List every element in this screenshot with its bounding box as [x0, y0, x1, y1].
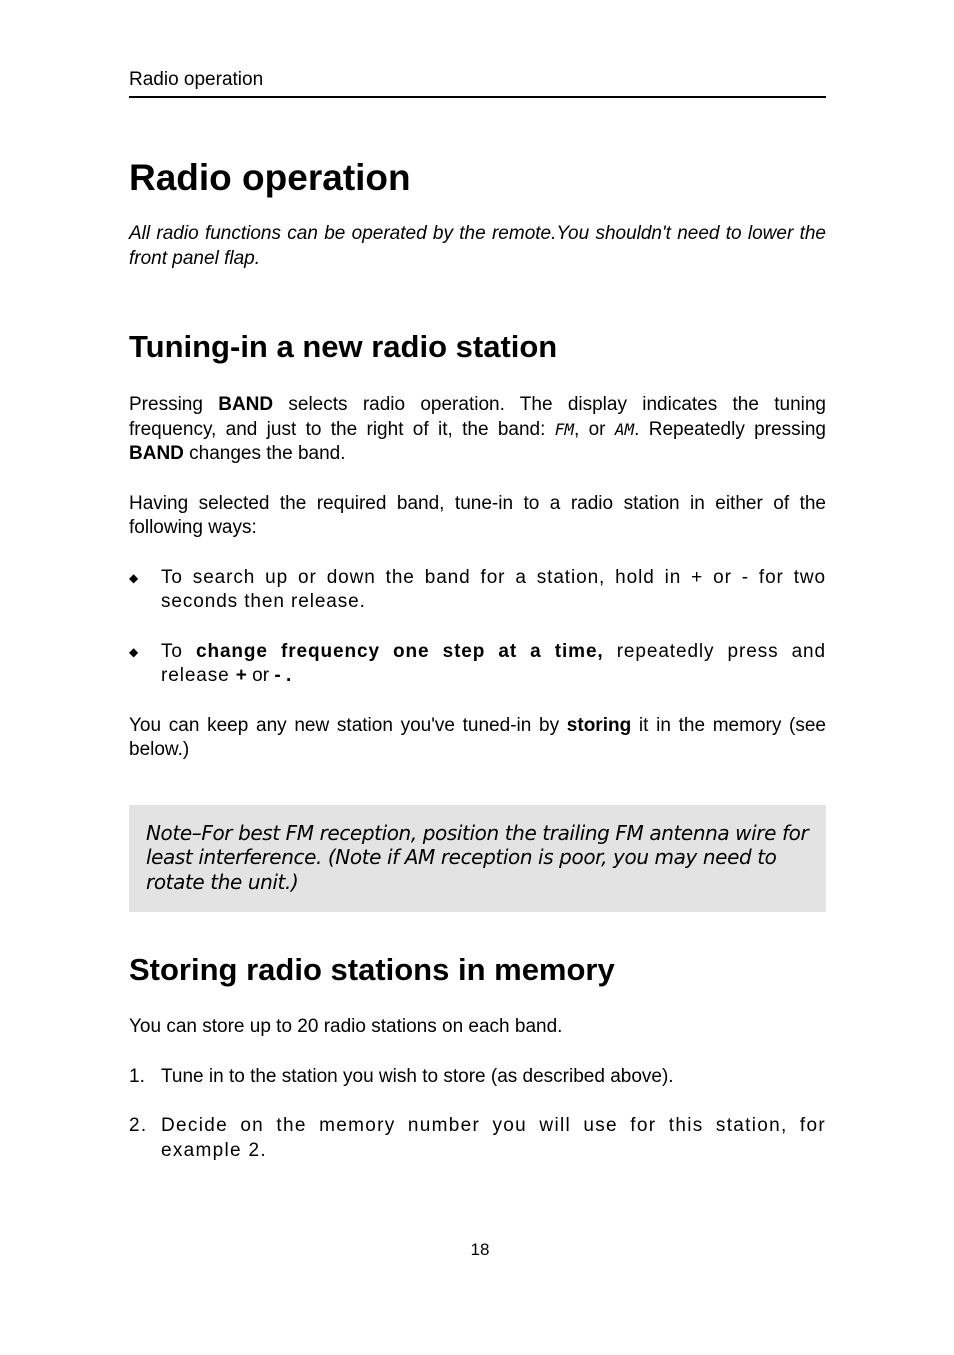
- bullet-item-step: [129, 640, 826, 689]
- storing-intro: You can store up to 20 radio stations on each band.: [129, 1016, 563, 1037]
- page-content: [129, 150, 826, 1163]
- am-display-glyph: AM: [614, 419, 635, 439]
- numbered-step: [129, 1065, 826, 1090]
- text-span: selects radio operation. The display indicates the tuning frequency, and just to the right of it, the band:: [129, 394, 826, 440]
- plus-key-text: +: [235, 665, 247, 686]
- page-title: Radio operation: [129, 157, 411, 198]
- text-span: . Repeatedly pressing: [634, 418, 826, 440]
- intro-text: All radio functions can be operated by the remote.You shouldn't need to lower the front panel flap.: [129, 223, 826, 269]
- text-span: repeatedly press and release: [161, 640, 826, 686]
- step-text: Decide on the memory number you will use for this station, for example 2.: [161, 1115, 826, 1161]
- diamond-bullet-icon: ◆: [129, 570, 139, 585]
- text-span: Pressing: [129, 394, 219, 415]
- page-number: 18: [470, 1240, 490, 1259]
- storing-heading: Storing radio stations in memory: [129, 952, 615, 987]
- text-span: it in the memory (see below.): [129, 714, 827, 760]
- text-span: , or: [574, 418, 615, 440]
- ways-paragraph: Having selected the required band, tune-in to a radio station in either of the following ways:: [129, 492, 826, 538]
- text-span: To: [161, 640, 196, 662]
- numbered-step: [129, 1114, 826, 1163]
- band-paragraph: [129, 393, 826, 467]
- step-text: Tune in to the station you wish to store (as described above).: [161, 1065, 674, 1087]
- band-key-text: BAND: [129, 443, 184, 464]
- step-number: 2.: [129, 1115, 148, 1136]
- step-number: 1.: [129, 1065, 145, 1087]
- text-span: or: [246, 665, 275, 686]
- running-header: Radio operation: [129, 68, 826, 98]
- bold-text: change frequency one step at a time,: [195, 640, 604, 662]
- bullet-text: To search up or down the band for a station, hold in + or - for two seconds then release.: [161, 566, 826, 612]
- band-key-text: BAND: [218, 394, 274, 415]
- storing-paragraph: [129, 714, 826, 763]
- minus-key-text: - .: [274, 665, 292, 686]
- bold-text: storing: [566, 714, 632, 736]
- bullet-item-search: [129, 566, 826, 615]
- fm-display-glyph: FM: [554, 419, 574, 439]
- diamond-bullet-icon: ◆: [129, 644, 139, 659]
- text-span: You can keep any new station you've tuned-in by: [129, 714, 567, 736]
- tuning-heading: Tuning-in a new radio station: [129, 329, 558, 364]
- note-box: Note–For best FM reception, position the trailing FM antenna wire for least interference. (Note if AM reception is poor, you may need to rotate the unit.): [129, 805, 826, 913]
- text-span: changes the band.: [183, 443, 346, 464]
